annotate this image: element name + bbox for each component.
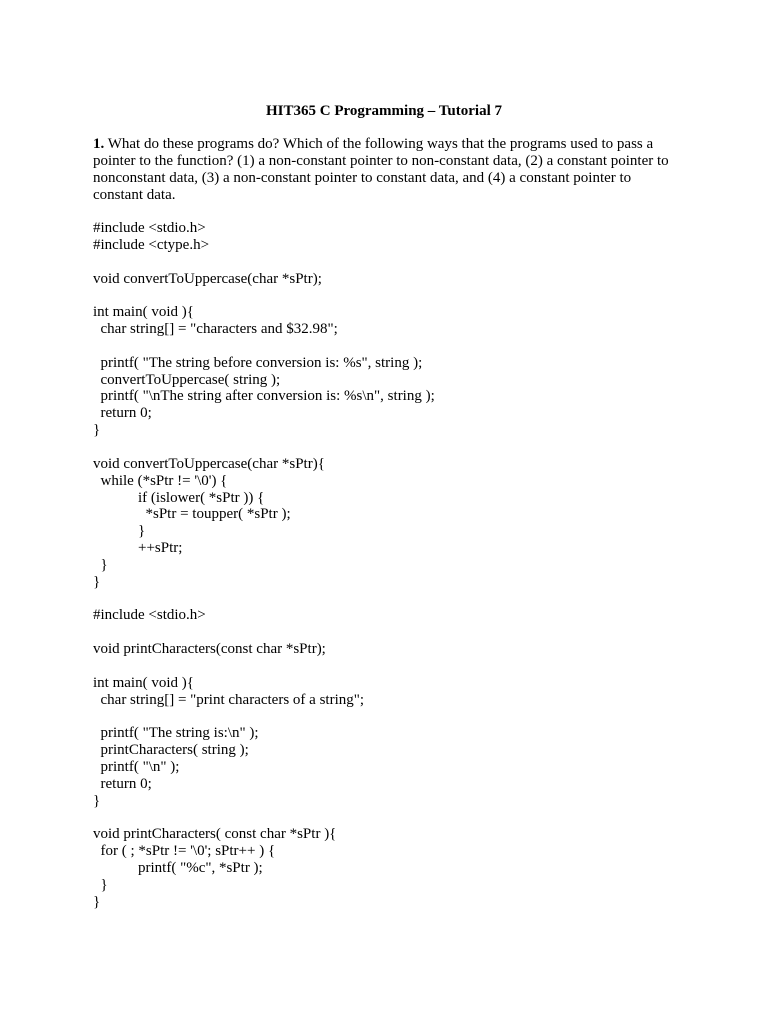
code-line: for ( ; *sPtr != '\0'; sPtr++ ) { [93,843,276,860]
code-line [93,338,435,355]
code-line: char string[] = "print characters of a string"; [93,691,365,708]
code-line: void convertToUppercase(char *sPtr){ [93,455,325,472]
code-line: printf( "The string is:\n" ); [93,725,259,742]
code-line: #include <ctype.h> [93,236,210,253]
code-line: ++sPtr; [93,540,183,557]
code-line: int main( void ){ [93,304,194,321]
code-line: printf( "\n" ); [93,759,180,775]
code-line: void convertToUppercase(char *sPtr); [93,270,322,287]
code-line: } [93,523,146,540]
code-line: } [93,792,101,809]
code-line: convertToUppercase( string ); [93,371,281,388]
code-line: printf( "\nThe string after conversion is: %s\n", string ); [93,388,435,405]
code-line: } [93,556,108,573]
code-line: void printCharacters( const char *sPtr ){ [93,826,337,843]
code-line: char string[] = "characters and $32.98"; [93,321,338,338]
code-line [93,439,435,456]
code-line: *sPtr = toupper( *sPtr ); [93,506,291,523]
code-line: while (*sPtr != '\0') { [93,472,228,489]
question-1 [93,136,683,204]
code-line: } [93,422,101,439]
code-line: int main( void ){ [93,674,194,691]
code-line [93,658,435,675]
code-line: printf( "The string before conversion is: %s", string ); [93,354,423,371]
code-listing [93,220,435,911]
code-line: #include <stdio.h> [93,220,206,236]
code-line: } [93,876,108,893]
code-line: printCharacters( string ); [93,742,249,759]
code-line [93,287,435,304]
question-number: 1. [93,136,105,152]
code-line: } [93,573,101,590]
code-line [93,708,435,725]
question-text: What do these programs do? Which of the following ways that the programs used to pass a pointer to the function? (1) a non-constant pointer to non-constant data, (2) a constant pointer to nonconstant data, (3) a non-constant pointer to constant data, and (4) a constant pointer to constant data. [93,136,669,203]
code-line: void printCharacters(const char *sPtr); [93,641,326,658]
code-line [93,810,435,827]
code-line: if (islower( *sPtr )) { [93,489,265,506]
document-title: HIT365 C Programming – Tutorial 7 [266,103,502,119]
code-line [93,624,435,641]
code-line: printf( "%c", *sPtr ); [93,860,263,877]
code-line [93,591,435,608]
code-line: #include <stdio.h> [93,607,206,624]
code-line [93,254,435,271]
code-line: return 0; [93,775,152,792]
code-line: } [93,893,101,910]
code-line: return 0; [93,405,152,422]
